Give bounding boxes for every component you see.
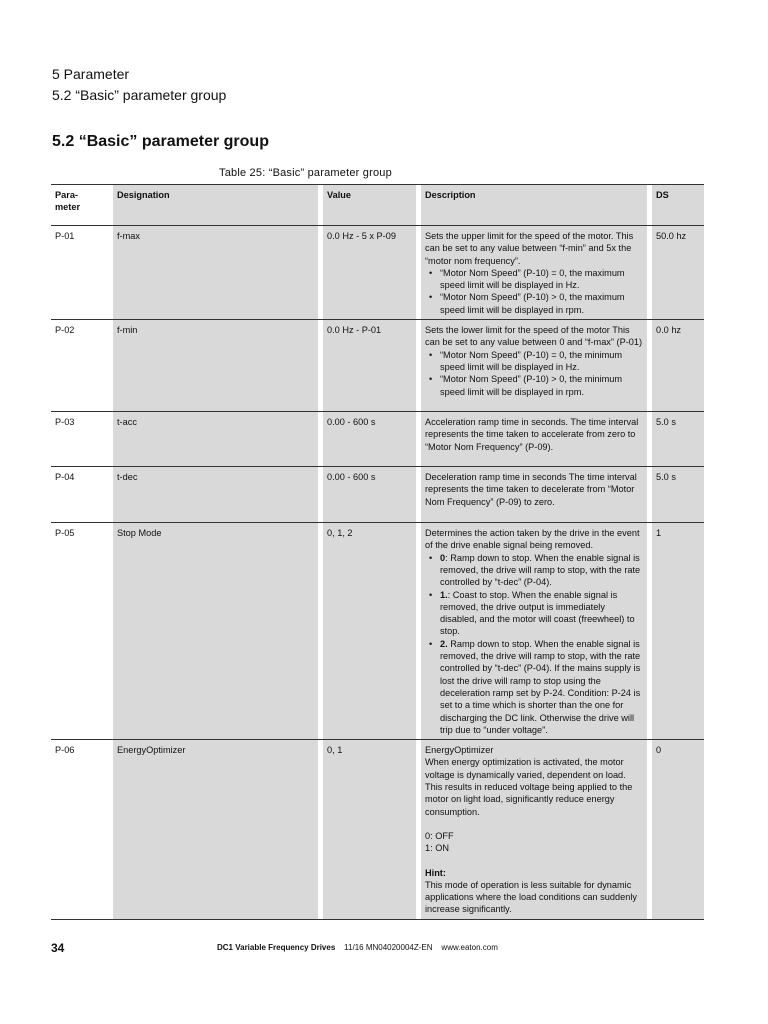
cell-description	[421, 467, 647, 523]
col-header-parameter: Para- meter	[51, 184, 108, 226]
description-text: Sets the lower limit for the speed of the motor This can be set to any value between 0 and “f-max” (P-01)	[425, 325, 643, 348]
description-bullet: • 1.: Coast to stop. When the enable signal is removed, the drive output is immediately disabled, and the motor will coast (freewheel) to stop.	[440, 589, 643, 638]
cell-ds: 0.0 hz	[652, 320, 704, 412]
description-bullet: • 0: Ramp down to stop. When the enable signal is removed, the drive will ramp to stop, with the rate controlled by “t-dec” (P-04).	[440, 552, 643, 589]
cell-ds: 50.0 hz	[652, 226, 704, 320]
description-heading: EnergyOptimizer	[425, 745, 494, 756]
cell-description	[421, 740, 647, 920]
cell-description	[421, 226, 647, 320]
hint-label: Hint:	[425, 867, 446, 878]
table-caption: Table 25: “Basic” parameter group	[219, 167, 392, 179]
cell-description	[421, 523, 647, 740]
cell-param: P-06	[51, 740, 108, 920]
col-header-description: Description	[421, 184, 647, 226]
table-row	[51, 467, 704, 523]
option-on: 1: ON	[425, 843, 449, 854]
table-row	[51, 226, 704, 320]
cell-designation: t-acc	[113, 412, 318, 467]
description-text: Sets the upper limit for the speed of the motor. This can be set to any value between “f-min” and 5x the “motor nom frequency”.	[425, 231, 634, 266]
col-header-value: Value	[323, 184, 416, 226]
cell-param: P-04	[51, 467, 108, 523]
cell-value: 0.0 Hz - 5 x P-09	[323, 226, 416, 320]
cell-designation: f-min	[113, 320, 318, 412]
table-row	[51, 320, 704, 412]
description-bullet: • “Motor Nom Speed” (P-10) > 0, the minimum speed limit will be displayed in rpm.	[440, 373, 643, 398]
description-bullet: • “Motor Nom Speed” (P-10) = 0, the minimum speed limit will be displayed in Hz.	[440, 349, 643, 374]
description-bullet: • “Motor Nom Speed” (P-10) > 0, the maximum speed limit will be displayed in rpm.	[440, 291, 643, 316]
cell-value: 0.00 - 600 s	[323, 412, 416, 467]
col-header-ds: DS	[652, 184, 704, 226]
cell-param: P-01	[51, 226, 108, 320]
footer-doc-title: DC1 Variable Frequency Drives	[217, 943, 336, 952]
cell-ds: 5.0 s	[652, 412, 704, 467]
cell-value: 0, 1	[323, 740, 416, 920]
cell-ds: 1	[652, 523, 704, 740]
page-number: 34	[51, 941, 65, 955]
cell-ds: 0	[652, 740, 704, 920]
description-bullet: • “Motor Nom Speed” (P-10) = 0, the maximum speed limit will be displayed in Hz.	[440, 267, 643, 292]
cell-designation: f-max	[113, 226, 318, 320]
cell-value: 0.00 - 600 s	[323, 467, 416, 523]
footer-doc-ref: 11/16 MN04020004Z-EN	[344, 943, 433, 952]
description-text: Acceleration ramp time in seconds. The time interval represents the time taken to accelerate from zero to “Motor Nom Frequency” (P-09).	[425, 417, 639, 452]
cell-designation: t-dec	[113, 467, 318, 523]
footer-website: www.eaton.com	[441, 943, 498, 952]
table-header-row	[51, 184, 704, 226]
table-row	[51, 740, 704, 920]
cell-param: P-03	[51, 412, 108, 467]
description-bullet: • 2. Ramp down to stop. When the enable signal is removed, the drive will ramp to stop, with the rate controlled by “t-dec” (P-04). If the mains supply is lost the drive will ramp to stop using the deceleration ramp set by P-24. Condition: P-24 is set to a time which is shorter than the one for discharging the DC link. Otherwise the drive will trip due to “under voltage”.	[440, 638, 643, 736]
option-off: 0: OFF	[425, 830, 454, 841]
cell-ds: 5.0 s	[652, 467, 704, 523]
cell-designation: EnergyOptimizer	[113, 740, 318, 920]
cell-description	[421, 412, 647, 467]
cell-param: P-05	[51, 523, 108, 740]
section-title: 5.2 “Basic” parameter group	[52, 133, 269, 150]
description-text: When energy optimization is activated, the motor voltage is dynamically varied, dependent on load. This results in reduced voltage being applied to the motor on light load, significantly reduce energy consumption.	[425, 757, 633, 817]
cell-designation: Stop Mode	[113, 523, 318, 740]
breadcrumb-chapter: 5 Parameter	[52, 66, 130, 82]
breadcrumb	[52, 64, 226, 106]
description-text: Deceleration ramp time in seconds The time interval represents the time taken to decelerate from “Motor Nom Frequency” (P-09) to zero.	[425, 472, 637, 507]
cell-value: 0, 1, 2	[323, 523, 416, 740]
table-row	[51, 523, 704, 740]
col-header-designation: Designation	[113, 184, 318, 226]
parameter-table	[51, 184, 704, 920]
cell-param: P-02	[51, 320, 108, 412]
hint-text: This mode of operation is less suitable for dynamic applications where the load conditions can suddenly increase significantly.	[425, 879, 637, 915]
cell-value: 0.0 Hz - P-01	[323, 320, 416, 412]
table-row	[51, 412, 704, 467]
description-text: Determines the action taken by the drive in the event of the drive enable signal being removed.	[425, 528, 640, 551]
cell-description	[421, 320, 647, 412]
breadcrumb-section: 5.2 “Basic” parameter group	[52, 87, 227, 103]
